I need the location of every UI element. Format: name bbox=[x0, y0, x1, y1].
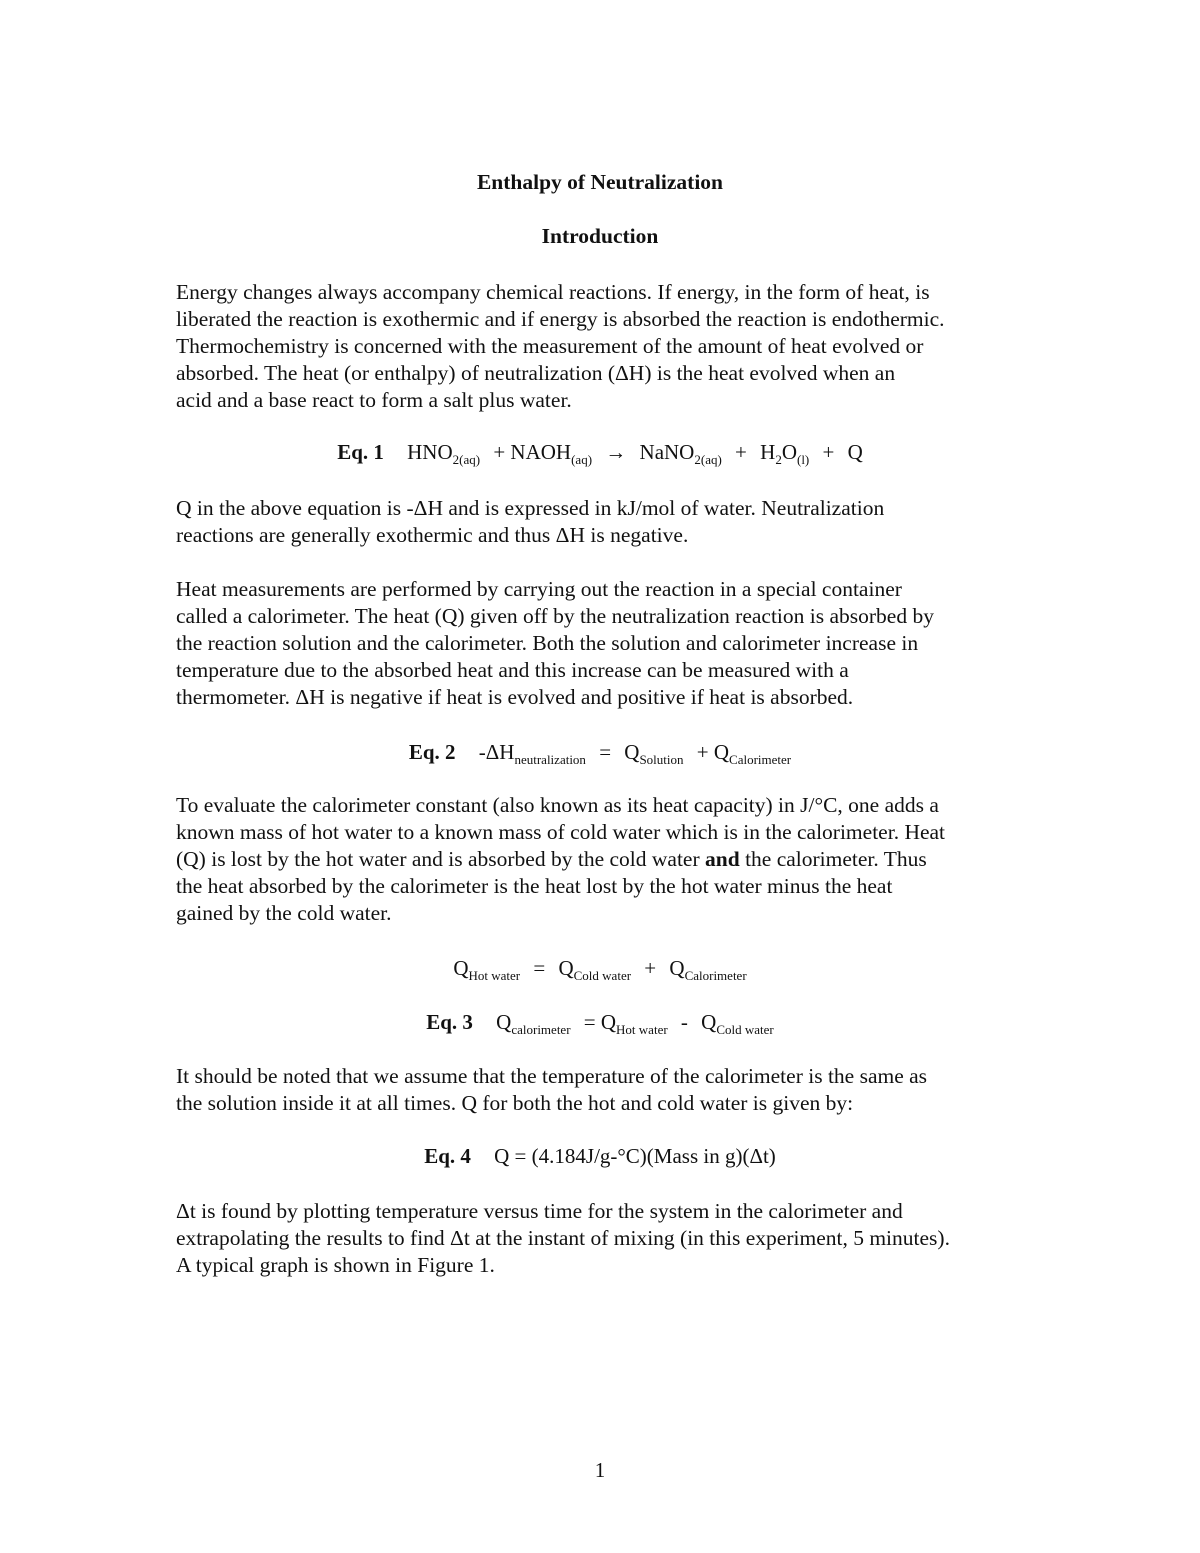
equals-sign: = bbox=[583, 1010, 596, 1034]
subscript: Cold water bbox=[716, 1022, 774, 1037]
section-heading: Introduction bbox=[541, 224, 659, 248]
equation-body: Q = (4.184J/g-°C)(Mass in g)(Δt) bbox=[494, 1144, 776, 1168]
subscript: 2(aq) bbox=[452, 452, 481, 467]
naoh: NAOH bbox=[510, 440, 572, 464]
equation-heat-balance bbox=[0, 956, 1200, 981]
subscript: calorimeter bbox=[511, 1022, 571, 1037]
minus-sign: - bbox=[680, 1010, 688, 1034]
subscript: neutralization bbox=[514, 752, 586, 767]
equation-label: Eq. 1 bbox=[337, 440, 384, 464]
plus-sign: + bbox=[644, 956, 657, 980]
text-line: Heat measurements are performed by carrying out the reaction in a special container bbox=[176, 577, 902, 601]
nano2: NaNO bbox=[639, 440, 695, 464]
equation-label: Eq. 3 bbox=[426, 1010, 473, 1034]
text-line: known mass of hot water to a known mass of cold water which is in the calorimeter. Heat bbox=[176, 820, 946, 844]
text-line: the heat absorbed by the calorimeter is the heat lost by the hot water minus the heat bbox=[176, 874, 893, 898]
subscript: Cold water bbox=[573, 968, 632, 983]
delta-h: -ΔH bbox=[478, 740, 515, 764]
plus-sign: + bbox=[696, 740, 709, 764]
equation-3 bbox=[0, 1010, 1200, 1035]
text-line: absorbed. The heat (or enthalpy) of neutralization (ΔH) is the heat evolved when an bbox=[176, 361, 896, 385]
q-term: Q bbox=[453, 956, 469, 980]
document-title: Enthalpy of Neutralization bbox=[476, 170, 724, 194]
text-line: gained by the cold water. bbox=[176, 901, 392, 925]
text-run: (Q) is lost by the hot water and is absorbed by the cold water bbox=[176, 847, 706, 871]
text-line: To evaluate the calorimeter constant (also known as its heat capacity) in J/°C, one adds a bbox=[176, 793, 939, 817]
text-line: the solution inside it at all times. Q for both the hot and cold water is given by: bbox=[176, 1091, 854, 1115]
q-term: Q bbox=[558, 956, 574, 980]
equation-1 bbox=[0, 440, 1200, 465]
equation-label: Eq. 2 bbox=[408, 740, 456, 764]
plus-sign: + bbox=[735, 440, 747, 464]
text-line: called a calorimeter. The heat (Q) given off by the neutralization reaction is absorbed by bbox=[176, 604, 934, 628]
water-h: H bbox=[760, 440, 776, 464]
equation-label: Eq. 4 bbox=[424, 1144, 471, 1168]
water-o: O bbox=[781, 440, 797, 464]
subscript: Calorimeter bbox=[684, 968, 747, 983]
text-line: reactions are generally exothermic and thus ΔH is negative. bbox=[176, 523, 689, 547]
heat-q: Q bbox=[847, 440, 863, 464]
text-line: liberated the reaction is exothermic and if energy is absorbed the reaction is endothermic. bbox=[176, 307, 945, 331]
text-line: acid and a base react to form a salt plus water. bbox=[176, 388, 572, 412]
text-line bbox=[176, 846, 927, 873]
text-line: A typical graph is shown in Figure 1. bbox=[176, 1253, 495, 1277]
reaction-arrow: → bbox=[605, 440, 627, 464]
text-run: the calorimeter. Thus bbox=[739, 847, 927, 871]
subscript: Solution bbox=[639, 752, 684, 767]
q-term: Q bbox=[669, 956, 685, 980]
bold-text: and bbox=[705, 847, 740, 871]
subscript: Hot water bbox=[468, 968, 521, 983]
equals-sign: = bbox=[533, 956, 546, 980]
q-term: Q bbox=[701, 1010, 717, 1034]
text-line: Thermochemistry is concerned with the measurement of the amount of heat evolved or bbox=[176, 334, 924, 358]
text-line: Energy changes always accompany chemical reactions. If energy, in the form of heat, is bbox=[176, 280, 930, 304]
equals-sign: = bbox=[599, 740, 612, 764]
subscript: Hot water bbox=[616, 1022, 668, 1037]
text-line: It should be noted that we assume that the temperature of the calorimeter is the same as bbox=[176, 1064, 928, 1088]
hno2: HNO bbox=[407, 440, 453, 464]
equation-2 bbox=[0, 740, 1200, 765]
text-line: Q in the above equation is -ΔH and is expressed in kJ/mol of water. Neutralization bbox=[176, 496, 885, 520]
subscript: (l) bbox=[796, 452, 810, 467]
text-line: extrapolating the results to find Δt at the instant of mixing (in this experiment, 5 minutes). bbox=[176, 1226, 950, 1250]
subscript: 2 bbox=[775, 452, 782, 467]
plus-sign: + bbox=[822, 440, 835, 464]
q-term: Q bbox=[624, 740, 640, 764]
q-term: Q bbox=[713, 740, 730, 764]
subscript: (aq) bbox=[571, 452, 593, 467]
subscript: Calorimeter bbox=[729, 752, 792, 767]
text-line: the reaction solution and the calorimeter. Both the solution and calorimeter increase in bbox=[176, 631, 919, 655]
plus-sign: + bbox=[493, 440, 506, 464]
page-number: 1 bbox=[594, 1458, 606, 1482]
equation-4 bbox=[0, 1144, 1200, 1169]
subscript: 2(aq) bbox=[694, 452, 722, 467]
q-term: Q bbox=[600, 1010, 617, 1034]
text-line: thermometer. ΔH is negative if heat is evolved and positive if heat is absorbed. bbox=[176, 685, 854, 709]
q-term: Q bbox=[496, 1010, 512, 1034]
text-line: Δt is found by plotting temperature versus time for the system in the calorimeter and bbox=[176, 1199, 903, 1223]
text-line: temperature due to the absorbed heat and this increase can be measured with a bbox=[176, 658, 849, 682]
